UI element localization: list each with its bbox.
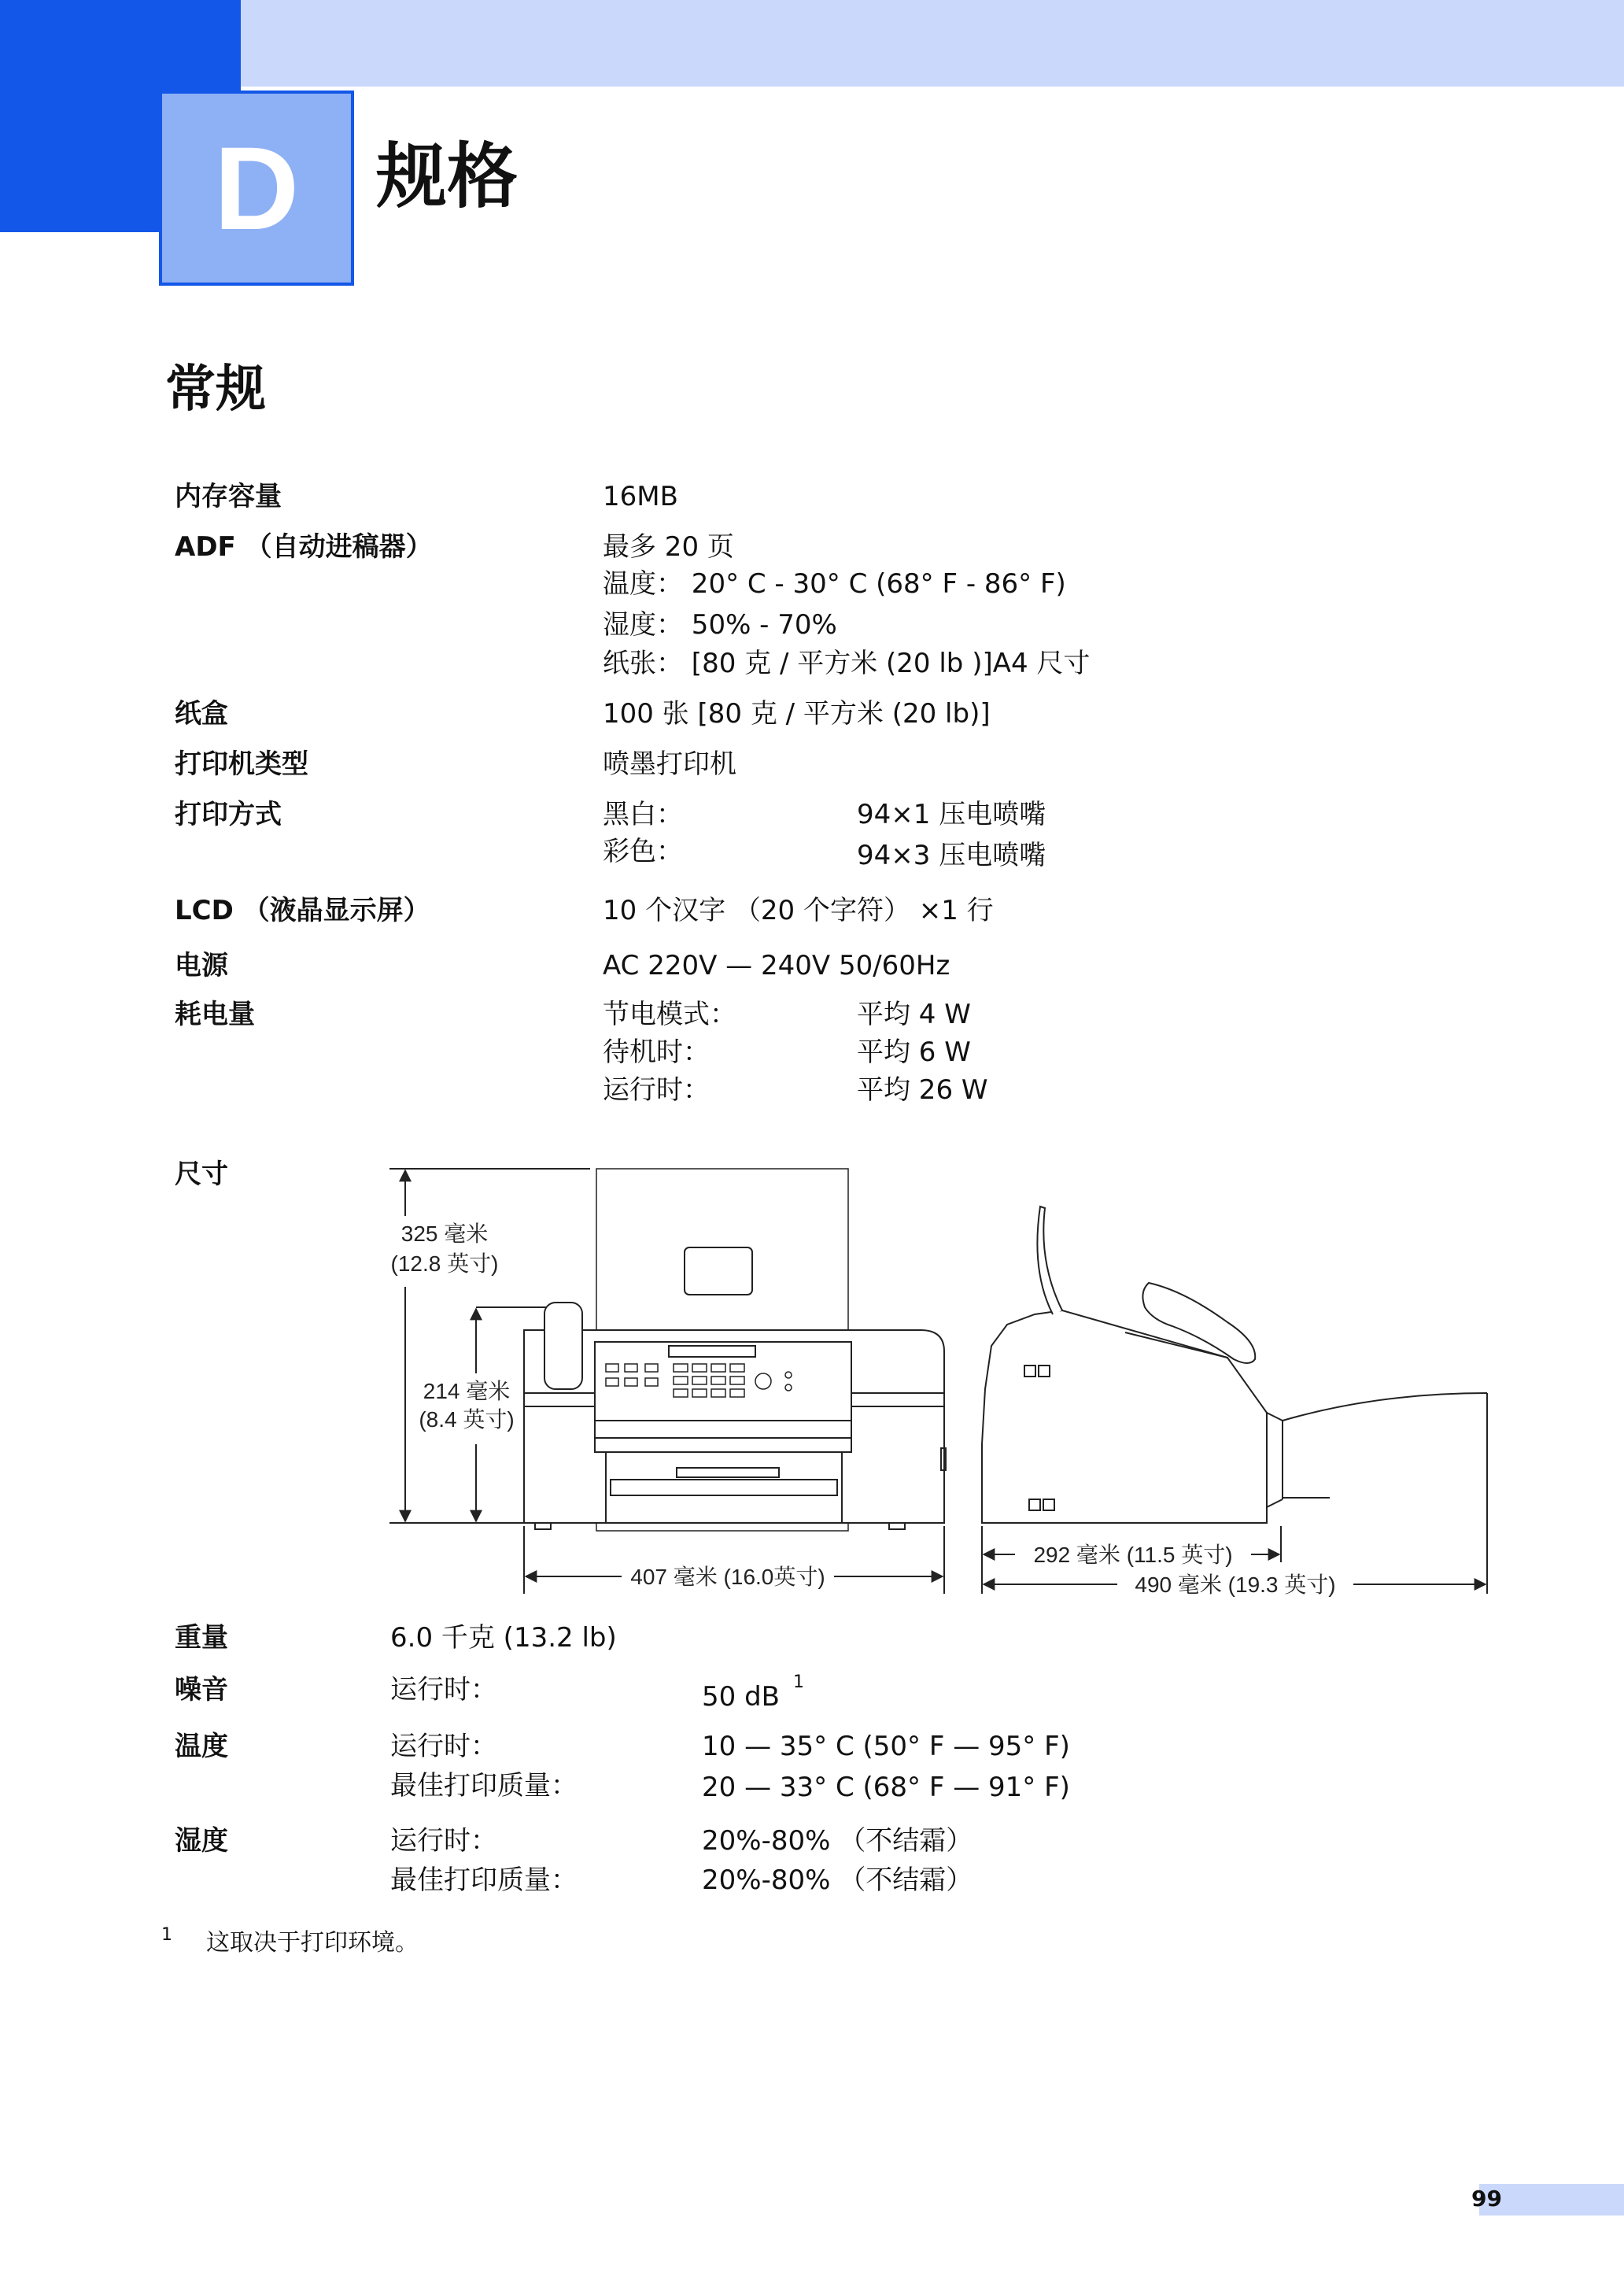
page-number: 99 [1471,2186,1502,2212]
consumption-key: 运行时： [603,1074,710,1106]
weight-label: 重量 [175,1622,228,1654]
temperature-key: 最佳打印质量： [390,1770,578,1802]
noise-label: 噪音 [175,1674,228,1706]
memory-value: 16MB [603,481,678,512]
temperature-key: 运行时： [390,1731,497,1762]
printer-type-value: 喷墨打印机 [603,748,736,780]
memory-label: 内存容量 [175,481,282,512]
humidity-value: 20%-80% （不结霜） [702,1825,973,1857]
humidity-key: 最佳打印质量： [390,1864,578,1896]
depth-with-tray-label: 490 毫米 (19.3 英寸) [1135,1572,1336,1597]
adf-line: 最多 20 页 [603,531,734,563]
adf-line: 纸张： [80 克 / 平方米 (20 lb )]A4 尺寸 [603,648,1091,679]
tray-label: 纸盒 [175,698,228,730]
power-value: AC 220V — 240V 50/60Hz [603,950,950,981]
consumption-key: 节电模式： [603,999,736,1030]
consumption-label: 耗电量 [175,999,255,1030]
footnote-number: 1 [161,1925,172,1945]
consumption-value: 平均 4 W [857,999,971,1030]
consumption-value: 平均 6 W [857,1037,971,1068]
depth-label: 292 毫米 (11.5 英寸) [1033,1543,1233,1567]
footnote-text: 这取决于打印环境。 [206,1929,419,1957]
temperature-label: 温度 [175,1731,228,1762]
print-method-value: 94×1 压电喷嘴 [857,799,1046,830]
total-height-line: 325 毫米 [400,1221,489,1246]
print-method-value: 94×3 压电喷嘴 [857,840,1046,871]
chapter-badge [159,91,354,286]
print-method-label: 打印方式 [175,799,282,830]
power-label: 电源 [175,950,228,981]
consumption-key: 待机时： [603,1037,710,1068]
temperature-value: 20 — 33° C (68° F — 91° F) [702,1772,1070,1803]
humidity-value: 20%-80% （不结霜） [702,1864,973,1896]
lcd-value: 10 个汉字 （20 个字符） ×1 行 [603,895,994,926]
humidity-label: 湿度 [175,1825,228,1857]
consumption-value: 平均 26 W [857,1074,988,1106]
section-title: 常规 [165,360,266,419]
noise-footnote-ref: 1 [793,1672,804,1692]
humidity-key: 运行时： [390,1825,497,1857]
noise-key: 运行时： [390,1674,497,1706]
print-method-key: 黑白： [603,799,683,830]
total-height-line: (12.8 英寸) [390,1251,499,1276]
printer-type-label: 打印机类型 [175,748,308,780]
adf-label: ADF （自动进稿器） [175,531,433,563]
header-band-light [241,0,1624,87]
print-method-key: 彩色： [603,836,683,867]
dimensions-label: 尺寸 [175,1159,228,1190]
temperature-value: 10 — 35° C (50° F — 95° F) [702,1731,1070,1762]
body-height-line: (8.4 英寸) [419,1407,515,1432]
weight-value: 6.0 千克 (13.2 lb) [390,1622,617,1654]
adf-line: 湿度： 50% - 70% [603,609,837,641]
chapter-title: 规格 [376,135,518,218]
noise-value: 50 dB [702,1681,780,1713]
body-height-line: 214 毫米 [423,1379,511,1403]
width-label: 407 毫米 (16.0英寸) [630,1565,825,1589]
chapter-letter: D [213,122,300,254]
tray-value: 100 张 [80 克 / 平方米 (20 lb)] [603,698,991,730]
lcd-label: LCD （液晶显示屏） [175,895,430,926]
adf-line: 温度： 20° C - 30° C (68° F - 86° F) [603,568,1066,600]
dimensions-diagram [370,1153,1503,1609]
